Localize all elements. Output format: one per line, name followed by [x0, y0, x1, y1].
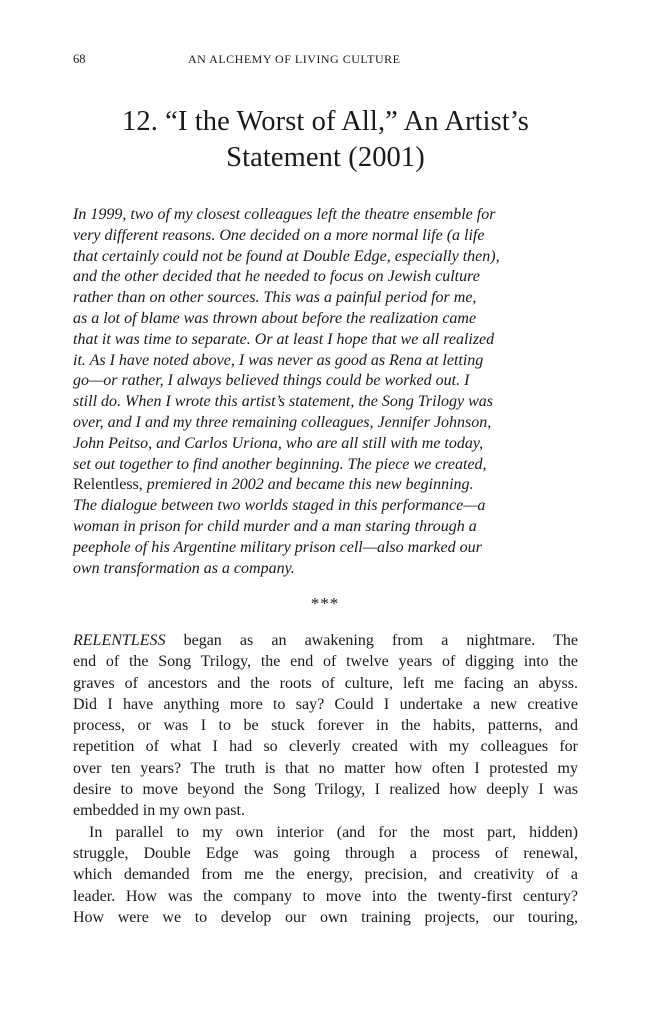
intro-line: peephole of his Argentine military prison cell—also marked our — [73, 538, 482, 556]
intro-line: it. As I have noted above, I was never as good as Rena at letting — [73, 351, 484, 369]
body-line-rest: began as an awakening from a nightmare. The — [165, 632, 578, 649]
body-line: graves of ancestors and the roots of culture, left me facing an abyss. — [73, 674, 578, 692]
intro-line: go—or rather, I always believed things could be worked out. I — [73, 372, 470, 390]
chapter-title-line-2: Statement (2001) — [226, 142, 425, 173]
body-line: struggle, Double Edge was going through a process of renewal, — [73, 844, 578, 862]
body-line: which demanded from me the energy, precision, and creativity of a — [73, 866, 578, 884]
intro-line: The dialogue between two worlds staged in this performance—a — [73, 497, 486, 515]
intro-line: very different reasons. One decided on a more normal life (a life — [73, 226, 485, 244]
intro-paragraph — [73, 205, 573, 579]
play-title: Relentless, — [73, 476, 143, 494]
body-text — [73, 630, 578, 928]
running-head — [73, 52, 577, 68]
intro-line: over, and I and my three remaining colleagues, Jennifer Johnson, — [73, 413, 492, 431]
intro-line — [73, 475, 573, 496]
intro-line-rest: premiered in 2002 and became this new beginning. — [142, 476, 474, 494]
intro-line: own transformation as a company. — [73, 559, 295, 577]
intro-line: In 1999, two of my closest colleagues left the theatre ensemble for — [73, 206, 496, 223]
body-line: repetition of what I had so cleverly created with my colleagues for — [73, 738, 578, 756]
running-title: AN ALCHEMY OF LIVING CULTURE — [188, 52, 401, 66]
body-line: Did I have anything more to say? Could I undertake a new creative — [73, 695, 578, 713]
body-line — [73, 630, 578, 651]
body-line: end of the Song Trilogy, the end of twelve years of digging into the — [73, 653, 578, 671]
intro-line: rather than on other sources. This was a painful period for me, — [73, 289, 477, 307]
intro-line: still do. When I wrote this artist’s statement, the Song Trilogy was — [73, 393, 494, 411]
body-line: How were we to develop our own training projects, our touring, — [73, 908, 578, 926]
body-line: over ten years? The truth is that no matter how often I protested my — [73, 759, 578, 777]
intro-line: woman in prison for child murder and a man staring through a — [73, 517, 477, 535]
intro-line: John Peitso, and Carlos Uriona, who are all still with me today, — [73, 434, 484, 452]
body-line: process, or was I to be stuck forever in the habits, patterns, and — [73, 717, 578, 735]
play-title-lead: RELENTLESS — [73, 632, 166, 649]
body-line: embedded in my own past. — [73, 802, 245, 820]
section-ornament: *** — [310, 594, 340, 613]
body-line: leader. How was the company to move into the twenty-first century? — [73, 887, 578, 905]
intro-line: that certainly could not be found at Double Edge, especially then), — [73, 247, 500, 265]
intro-line: and the other decided that he needed to focus on Jewish culture — [73, 268, 480, 286]
intro-line: as a lot of blame was thrown about before the realization came — [73, 309, 477, 327]
chapter-title — [73, 104, 578, 176]
body-line: In parallel to my own interior (and for the most part, hidden) — [89, 823, 578, 841]
intro-line: that it was time to separate. Or at least I hope that we all realized — [73, 330, 495, 348]
body-line: desire to move beyond the Song Trilogy, I realized how deeply I was — [73, 781, 578, 799]
intro-line: set out together to find another beginning. The piece we created, — [73, 455, 487, 473]
page-number: 68 — [73, 52, 86, 66]
chapter-title-line-1: 12. “I the Worst of All,” An Artist’s — [122, 106, 529, 137]
